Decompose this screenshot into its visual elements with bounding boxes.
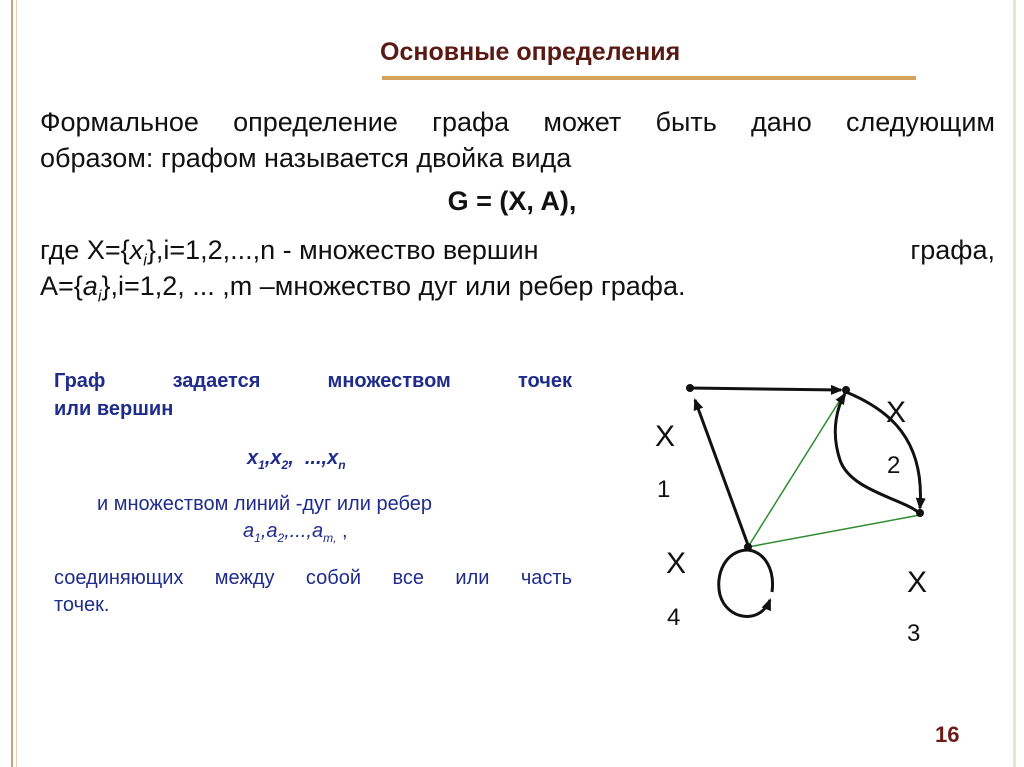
vertex-x4 bbox=[744, 543, 752, 551]
vertex-sub-2: 2 bbox=[281, 458, 289, 472]
caption-line-7: точек. bbox=[54, 594, 110, 616]
slide-title: Основные определения bbox=[380, 38, 681, 66]
edge-a1: a bbox=[243, 520, 255, 542]
caption-line-2: или вершин bbox=[54, 398, 174, 420]
line3-sub: i bbox=[143, 251, 147, 270]
vertex-sub-n: n bbox=[338, 458, 346, 472]
edge-x4-x3 bbox=[748, 515, 920, 547]
line4-var: a bbox=[82, 271, 98, 301]
line3-prefix: где X={ bbox=[40, 235, 130, 265]
vertex-label-x4-letter: X bbox=[666, 547, 687, 580]
edge-sep-1: ,a bbox=[260, 520, 278, 542]
vertex-label-x1-letter: X bbox=[655, 420, 676, 453]
vertex-sep-2: , ...,x bbox=[288, 447, 339, 469]
graph-formula: G = (X, A), bbox=[447, 186, 577, 216]
vertex-sub-1: 1 bbox=[258, 458, 265, 472]
arc-x1-x2 bbox=[690, 388, 841, 390]
arc-x4-x1 bbox=[695, 400, 748, 545]
vertex-label-x3-num: 3 bbox=[907, 620, 921, 647]
edge-sep-2: ,...,a bbox=[284, 520, 324, 542]
edge-sub-m: m, bbox=[323, 531, 337, 545]
line4-sub: i bbox=[97, 287, 102, 306]
vertex-sep-1: ,x bbox=[264, 447, 282, 469]
definition-line-1: Формальное определение графа может быть дано следующим bbox=[40, 107, 995, 137]
caption-line-4: и множеством линий -дуг или ребер bbox=[97, 493, 432, 515]
vertex-label-x3-letter: X bbox=[907, 566, 928, 599]
edge-sub-1: 1 bbox=[254, 531, 261, 545]
vertex-x1: x bbox=[247, 447, 259, 469]
definition-line-2: образом: графом называется двойка вида bbox=[40, 143, 572, 173]
vertex-x2 bbox=[842, 386, 850, 394]
edge-sub-2: 2 bbox=[277, 531, 285, 545]
line4-prefix: A={ bbox=[40, 271, 83, 301]
line3-var: x bbox=[129, 235, 144, 265]
vertex-x3 bbox=[916, 509, 924, 517]
vertex-label-x2-num: 2 bbox=[887, 452, 901, 479]
caption-line-6: соединяющих между собой все или часть bbox=[54, 567, 572, 589]
caption-line-1: Граф задается множеством точек bbox=[54, 370, 572, 392]
vertex-label-x2-letter: X bbox=[886, 396, 907, 429]
line3-end: графа, bbox=[910, 235, 995, 265]
edge-x4-x2 bbox=[748, 392, 845, 547]
vertex-label-x4-num: 4 bbox=[667, 604, 681, 631]
vertex-x1 bbox=[686, 384, 694, 392]
line4-rest: },i=1,2, ... ,m –множество дуг или ребер графа. bbox=[101, 271, 686, 301]
loop-x4 bbox=[719, 550, 770, 616]
arc-x2-x3 bbox=[846, 392, 920, 508]
line3-rest: },i=1,2,...,n - множество вершин bbox=[146, 235, 539, 265]
loop-x4-right bbox=[748, 550, 773, 592]
vertex-label-x1-num: 1 bbox=[657, 476, 671, 503]
page-number: 16 bbox=[935, 722, 960, 747]
edge-tail: , bbox=[336, 520, 348, 542]
